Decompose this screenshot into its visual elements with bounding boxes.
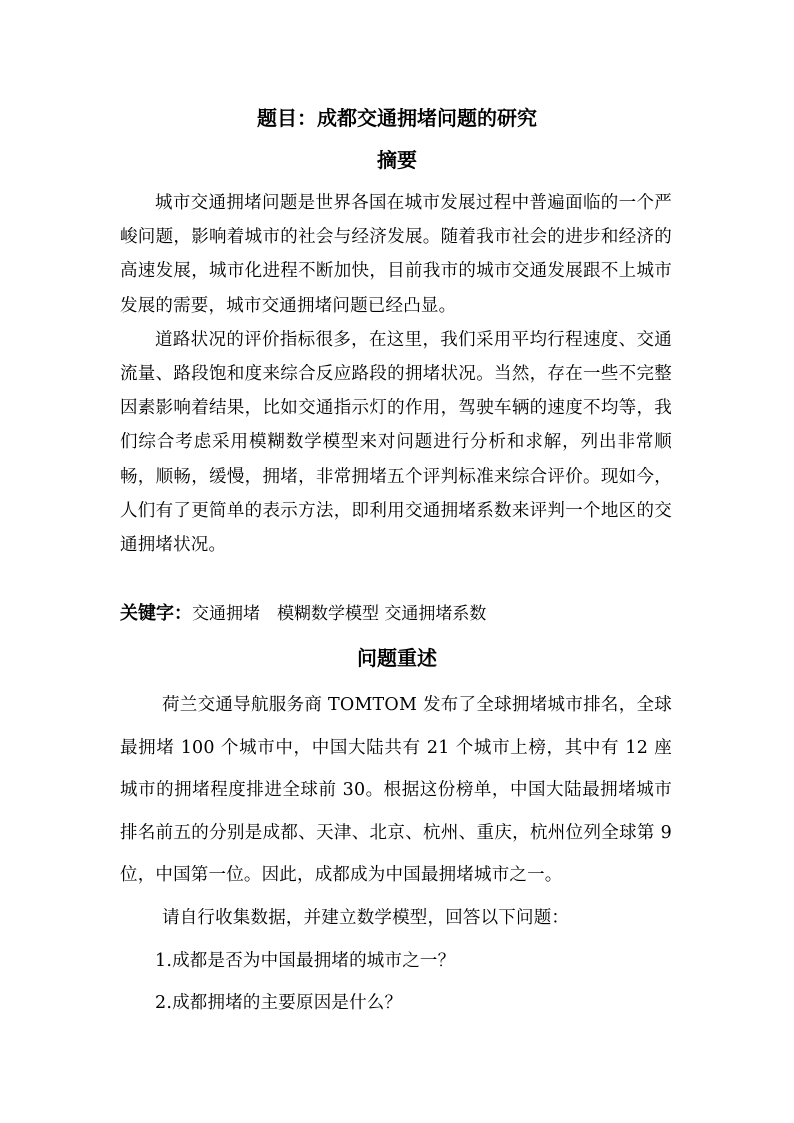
restatement-body	[120, 684, 672, 1025]
question-item: 2.成都拥堵的主要原因是什么？	[155, 993, 403, 1014]
document-title: 题目：成都交通拥堵问题的研究	[257, 106, 537, 130]
abstract-body	[120, 186, 672, 562]
restatement-heading: 问题重述	[357, 646, 437, 670]
keywords-line	[120, 600, 680, 628]
restatement-paragraph: 荷兰交通导航服务商 TOMTOM 发布了全球拥堵城市排名，全球最拥堵 100 个城市中，中国大陆共有 21 个城市上榜，其中有 12 座城市的拥堵程度排进全球前 30。根据这份榜单，中国大陆最拥堵城市排名前五的分别是成都、天津、北京、杭州、重庆，杭州位列全球第 9 位，中国第一位。因此，成都成为中国最拥堵城市之一。	[120, 695, 672, 886]
abstract-paragraph: 道路状况的评价指标很多，在这里，我们采用平均行程速度、交通流量、路段饱和度来综合反应路段的拥堵状况。当然，存在一些不完整因素影响着结果，比如交通指示灯的作用，驾驶车辆的速度不均等，我们综合考虑采用模糊数学模型来对问题进行分析和求解，列出非常顺畅，顺畅，缓慢，拥堵，非常拥堵五个评判标准来综合评价。现如今，人们有了更简单的表示方法，即利用交通拥堵系数来评判一个地区的交通拥堵状况。	[120, 329, 672, 556]
restatement-paragraph: 请自行收集数据，并建立数学模型，回答以下问题：	[162, 907, 570, 928]
abstract-heading: 摘要	[377, 148, 417, 172]
abstract-paragraph: 城市交通拥堵问题是世界各国在城市发展过程中普遍面临的一个严峻问题，影响着城市的社会与经济发展。随着我市社会的进步和经济的高速发展，城市化进程不断加快，目前我市的城市交通发展跟不上城市发展的需要，城市交通拥堵问题已经凸显。	[120, 193, 672, 316]
question-item: 1.成都是否为中国最拥堵的城市之一？	[155, 950, 456, 971]
keywords-value: 交通拥堵 模糊数学模型 交通拥堵系数	[192, 604, 487, 624]
keywords-label: 关键字：	[120, 603, 192, 624]
